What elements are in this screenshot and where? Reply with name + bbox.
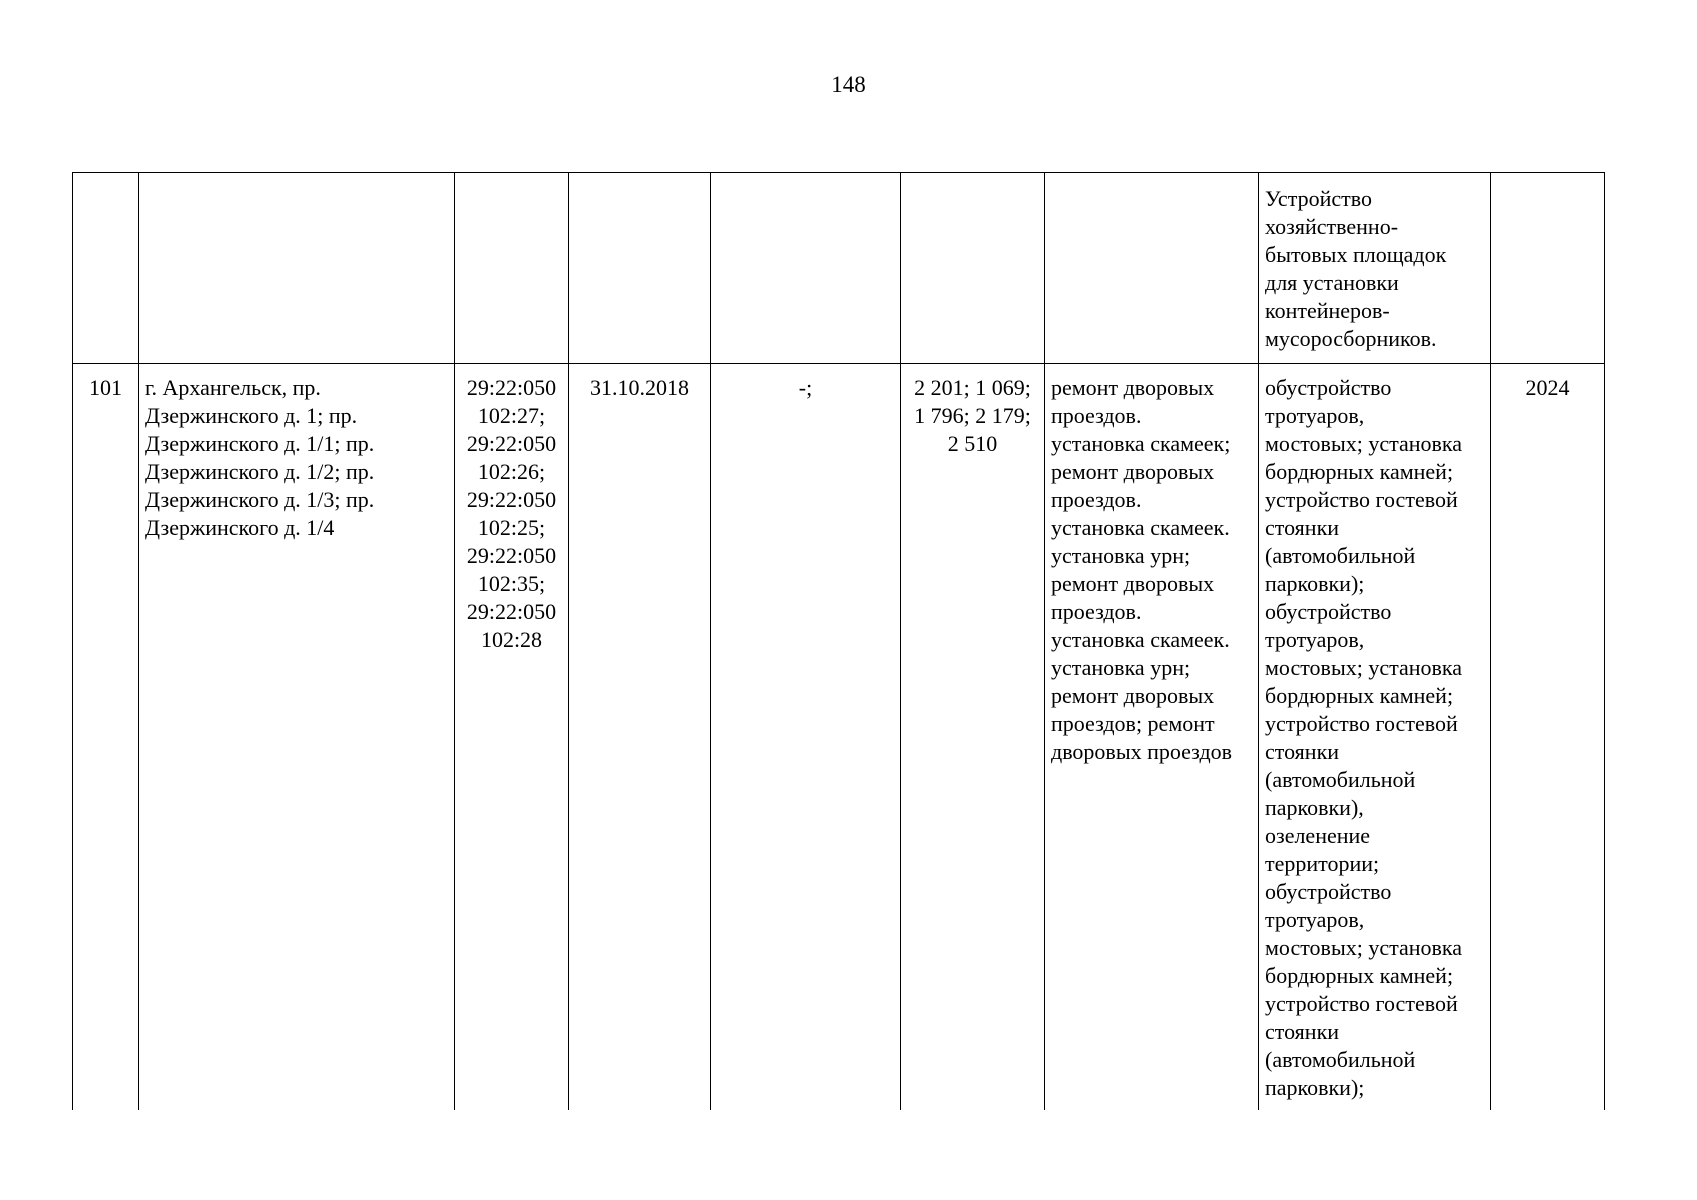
table-row (73, 364, 1605, 1111)
cadastral-number-cell: 29:22:050 102:27; 29:22:050 102:26; 29:22:050 102:25; 29:22:050 102:35; 29:22:050 102:28 (455, 364, 569, 1111)
area-cell: 2 201; 1 069; 1 796; 2 179; 2 510 (901, 364, 1045, 1111)
table-cell (455, 173, 569, 364)
date-cell: 31.10.2018 (569, 364, 711, 1111)
page-number: 148 (831, 72, 866, 97)
table-cell (1045, 173, 1259, 364)
table-cell (569, 173, 711, 364)
table-cell (1491, 173, 1605, 364)
table-cell (711, 173, 901, 364)
works-additional-cell: обустройство тротуаров, мостовых; установка бордюрных камней; устройство гостевой стоянки (автомобильной парковки); обустройство тротуаров, мостовых; установка бордюрных камней; устройство гостевой стоянки (автомобильной парковки), озеленение территории; обустройство тротуаров, мостовых; установка бордюрных камней; устройство гостевой стоянки (автомобильной парковки); (1259, 364, 1491, 1111)
address-cell: г. Архангельск, пр. Дзержинского д. 1; пр. Дзержинского д. 1/1; пр. Дзержинского д. 1/2; пр. Дзержинского д. 1/3; пр. Дзержинского д. 1/4 (139, 364, 455, 1111)
table-cell (73, 173, 139, 364)
table-cell (901, 173, 1045, 364)
year-cell: 2024 (1491, 364, 1605, 1111)
column-5-cell: -; (711, 364, 901, 1111)
row-number-cell: 101 (73, 364, 139, 1111)
works-minimum-cell: ремонт дворовых проездов. установка скамеек; ремонт дворовых проездов. установка скамеек. установка урн; ремонт дворовых проездов. установка скамеек. установка урн; ремонт дворовых проездов; ремонт дворовых проездов (1045, 364, 1259, 1111)
improvement-table (72, 172, 1605, 1110)
table-cell (139, 173, 455, 364)
table-cell-works-additional: Устройство хозяйственно- бытовых площадок для установки контейнеров- мусоросборников. (1259, 173, 1491, 364)
table-row-continuation (73, 173, 1605, 364)
